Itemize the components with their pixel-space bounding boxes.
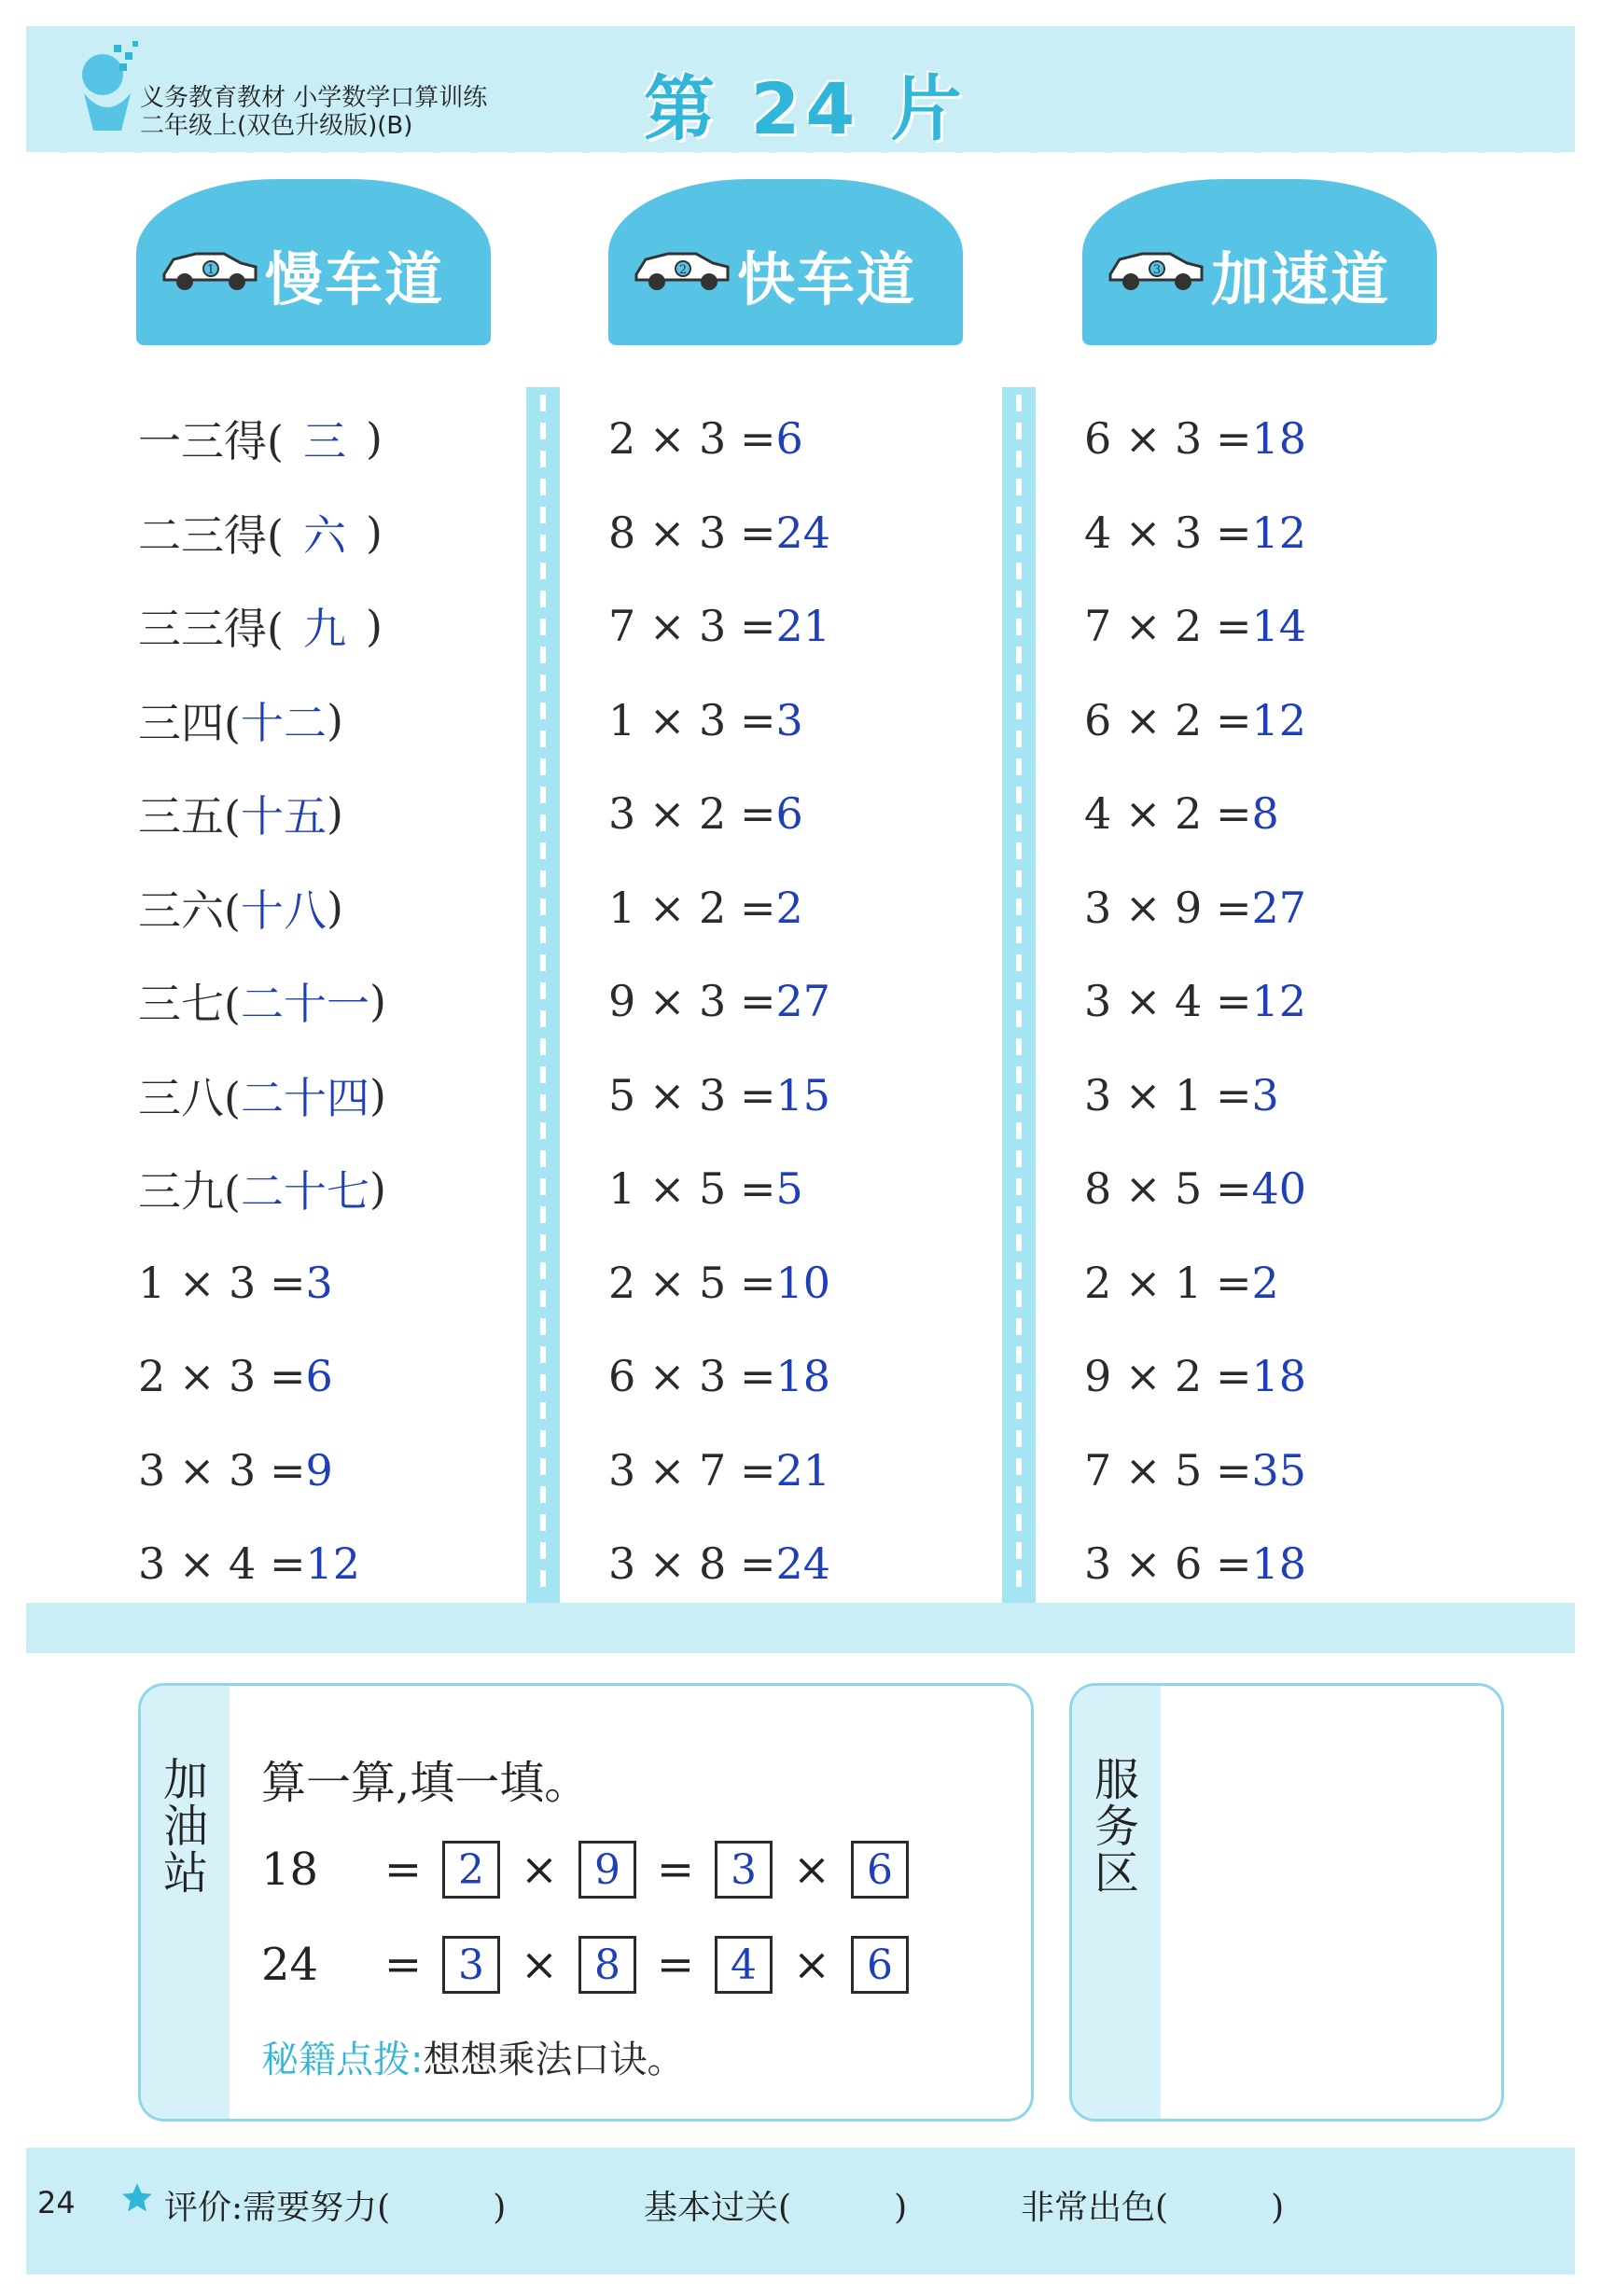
slow-lane-column [138, 392, 530, 1611]
exercise-title: 算一算,填一填。 [261, 1757, 590, 1809]
answer: 二十七 [240, 1166, 369, 1218]
rhyme-row: 一三得( 三 ) [138, 392, 530, 486]
answer: 九 [302, 604, 346, 655]
answer: 2 [775, 882, 803, 933]
rhyme-row: 三八( 二十四 ) [138, 1049, 530, 1143]
hint-text: 想想乘法口诀。 [423, 2039, 685, 2081]
equation-row: 6 × 3 = 18 [1084, 413, 1307, 465]
answer: 十八 [240, 884, 327, 936]
answer: 5 [775, 1163, 803, 1215]
car-number: 3 [1152, 263, 1162, 277]
answer: 35 [1251, 1444, 1307, 1496]
lane-divider [526, 387, 560, 1605]
equation-row: 6 × 3 = 18 [608, 1351, 831, 1402]
fast-lane-column [608, 392, 1000, 1611]
equation-row: 1 × 3 = 3 [138, 1257, 333, 1308]
lane-label-speed: 加速道 [1211, 245, 1391, 313]
answer: 14 [1251, 601, 1307, 652]
answer: 15 [775, 1069, 831, 1120]
answer: 12 [305, 1538, 361, 1590]
book-series-title: 义务教育教材 小学数学口算训练 [140, 84, 488, 112]
answer: 21 [775, 601, 831, 652]
equation-row: 5 × 3 = 15 [608, 1069, 831, 1120]
lane-tab-speed [1082, 179, 1437, 345]
hint [261, 2030, 684, 2083]
race-car-icon [631, 243, 733, 293]
box-side-strip [1072, 1686, 1161, 2119]
equation-row: 4 × 3 = 12 [1084, 507, 1307, 558]
answer: 3 [305, 1257, 333, 1308]
answer: 18 [1251, 1538, 1307, 1590]
equation-row: 3 × 3 = 9 [138, 1444, 333, 1496]
equation-row: 3 × 6 = 18 [1084, 1538, 1307, 1590]
answer: 12 [1251, 507, 1307, 558]
answer-box: 6 [851, 1841, 909, 1899]
equation-row: 3 × 4 = 12 [138, 1538, 361, 1590]
answer: 二十一 [240, 979, 369, 1030]
answer-box: 2 [442, 1841, 500, 1899]
lane-divider [1002, 387, 1036, 1605]
answer: 18 [775, 1351, 831, 1402]
equation-row: 2 × 1 = 2 [1084, 1257, 1279, 1308]
evaluation-option-basic[interactable]: 基本过关( ) [644, 2189, 908, 2227]
equation-row: 1 × 5 = 5 [608, 1163, 803, 1215]
equation-row: 3 × 2 = 6 [608, 788, 803, 840]
equation-row: 7 × 5 = 35 [1084, 1444, 1307, 1496]
car-number: 1 [206, 263, 216, 277]
answer: 六 [302, 509, 346, 561]
race-car-icon [159, 243, 261, 293]
equation-row: 3 × 9 = 27 [1084, 882, 1307, 933]
equation-row: 7 × 2 = 14 [1084, 601, 1307, 652]
equation-row: 3 × 4 = 12 [1084, 976, 1307, 1027]
answer-box: 8 [578, 1936, 636, 1994]
answer: 27 [775, 976, 831, 1027]
answer: 十五 [240, 791, 327, 842]
equation-row: 9 × 2 = 18 [1084, 1351, 1307, 1402]
rhyme-row: 三四( 十二 ) [138, 674, 530, 768]
box-side-strip [141, 1686, 230, 2119]
equation-row: 2 × 5 = 10 [608, 1257, 831, 1308]
answer: 2 [1251, 1257, 1279, 1308]
rhyme-row: 三五( 十五 ) [138, 767, 530, 861]
answer: 6 [305, 1351, 333, 1402]
rhyme-row: 三七( 二十一 ) [138, 954, 530, 1049]
answer: 三 [302, 416, 346, 467]
fill-equation-row: 24 = 3 × 8 = 4 × 6 [261, 1935, 909, 1995]
equation-row: 2 × 3 = 6 [138, 1351, 333, 1402]
service-area-box [1069, 1683, 1504, 2122]
answer-box: 6 [851, 1936, 909, 1994]
equation-row: 6 × 2 = 12 [1084, 694, 1307, 745]
equation-row: 3 × 1 = 3 [1084, 1069, 1279, 1120]
answer-box: 4 [715, 1936, 773, 1994]
gas-station-label: 加油站 [162, 1754, 208, 1899]
answer: 3 [775, 694, 803, 745]
rhyme-row: 三六( 十八 ) [138, 861, 530, 955]
answer: 6 [775, 413, 803, 465]
answer: 3 [1251, 1069, 1279, 1120]
equation-row: 2 × 3 = 6 [608, 413, 803, 465]
section-band [26, 1603, 1575, 1653]
lane-label-slow: 慢车道 [265, 245, 445, 313]
star-icon [119, 2180, 155, 2216]
answer: 9 [305, 1444, 333, 1496]
equation-row: 7 × 3 = 21 [608, 601, 831, 652]
page-title: 第 24 片 [644, 67, 968, 150]
answer: 6 [775, 788, 803, 840]
equation-row: 3 × 7 = 21 [608, 1444, 831, 1496]
book-grade-edition: 二年级上(双色升级版)(B) [140, 112, 413, 140]
equation-row: 3 × 8 = 24 [608, 1538, 831, 1590]
equation-row: 4 × 2 = 8 [1084, 788, 1279, 840]
page-number: 24 [37, 2185, 76, 2220]
equation-row: 1 × 2 = 2 [608, 882, 803, 933]
equation-row: 8 × 5 = 40 [1084, 1163, 1307, 1215]
equation-row: 1 × 3 = 3 [608, 694, 803, 745]
answer: 18 [1251, 1351, 1307, 1402]
service-area-label: 服务区 [1094, 1754, 1139, 1899]
answer: 十二 [240, 697, 327, 748]
answer: 24 [775, 507, 831, 558]
publisher-logo-icon [65, 37, 149, 135]
evaluation-label: 评价:需要努力( ) [164, 2189, 507, 2227]
answer: 18 [1251, 413, 1307, 465]
rhyme-row: 二三得( 六 ) [138, 486, 530, 580]
answer-box: 9 [578, 1841, 636, 1899]
fill-equation-row: 18 = 2 × 9 = 3 × 6 [261, 1840, 909, 1899]
answer: 12 [1251, 976, 1307, 1027]
lane-label-fast: 快车道 [737, 245, 917, 313]
answer: 二十四 [240, 1072, 369, 1123]
answer: 12 [1251, 694, 1307, 745]
answer: 8 [1251, 788, 1279, 840]
speed-lane-column [1084, 392, 1476, 1611]
answer: 24 [775, 1538, 831, 1590]
lane-tab-fast [608, 179, 963, 345]
hint-label: 秘籍点拨: [261, 2039, 424, 2081]
car-number: 2 [678, 263, 688, 277]
equation-row: 8 × 3 = 24 [608, 507, 831, 558]
equation-row: 9 × 3 = 27 [608, 976, 831, 1027]
answer-box: 3 [715, 1841, 773, 1899]
lane-tab-slow [136, 179, 491, 345]
race-car-icon [1105, 243, 1207, 293]
answer-box: 3 [442, 1936, 500, 1994]
answer: 10 [775, 1257, 831, 1308]
answer: 40 [1251, 1163, 1307, 1215]
rhyme-row: 三九( 二十七 ) [138, 1142, 530, 1236]
answer: 27 [1251, 882, 1307, 933]
evaluation-option-excellent[interactable]: 非常出色( ) [1021, 2189, 1285, 2227]
answer: 21 [775, 1444, 831, 1496]
rhyme-row: 三三得( 九 ) [138, 579, 530, 674]
